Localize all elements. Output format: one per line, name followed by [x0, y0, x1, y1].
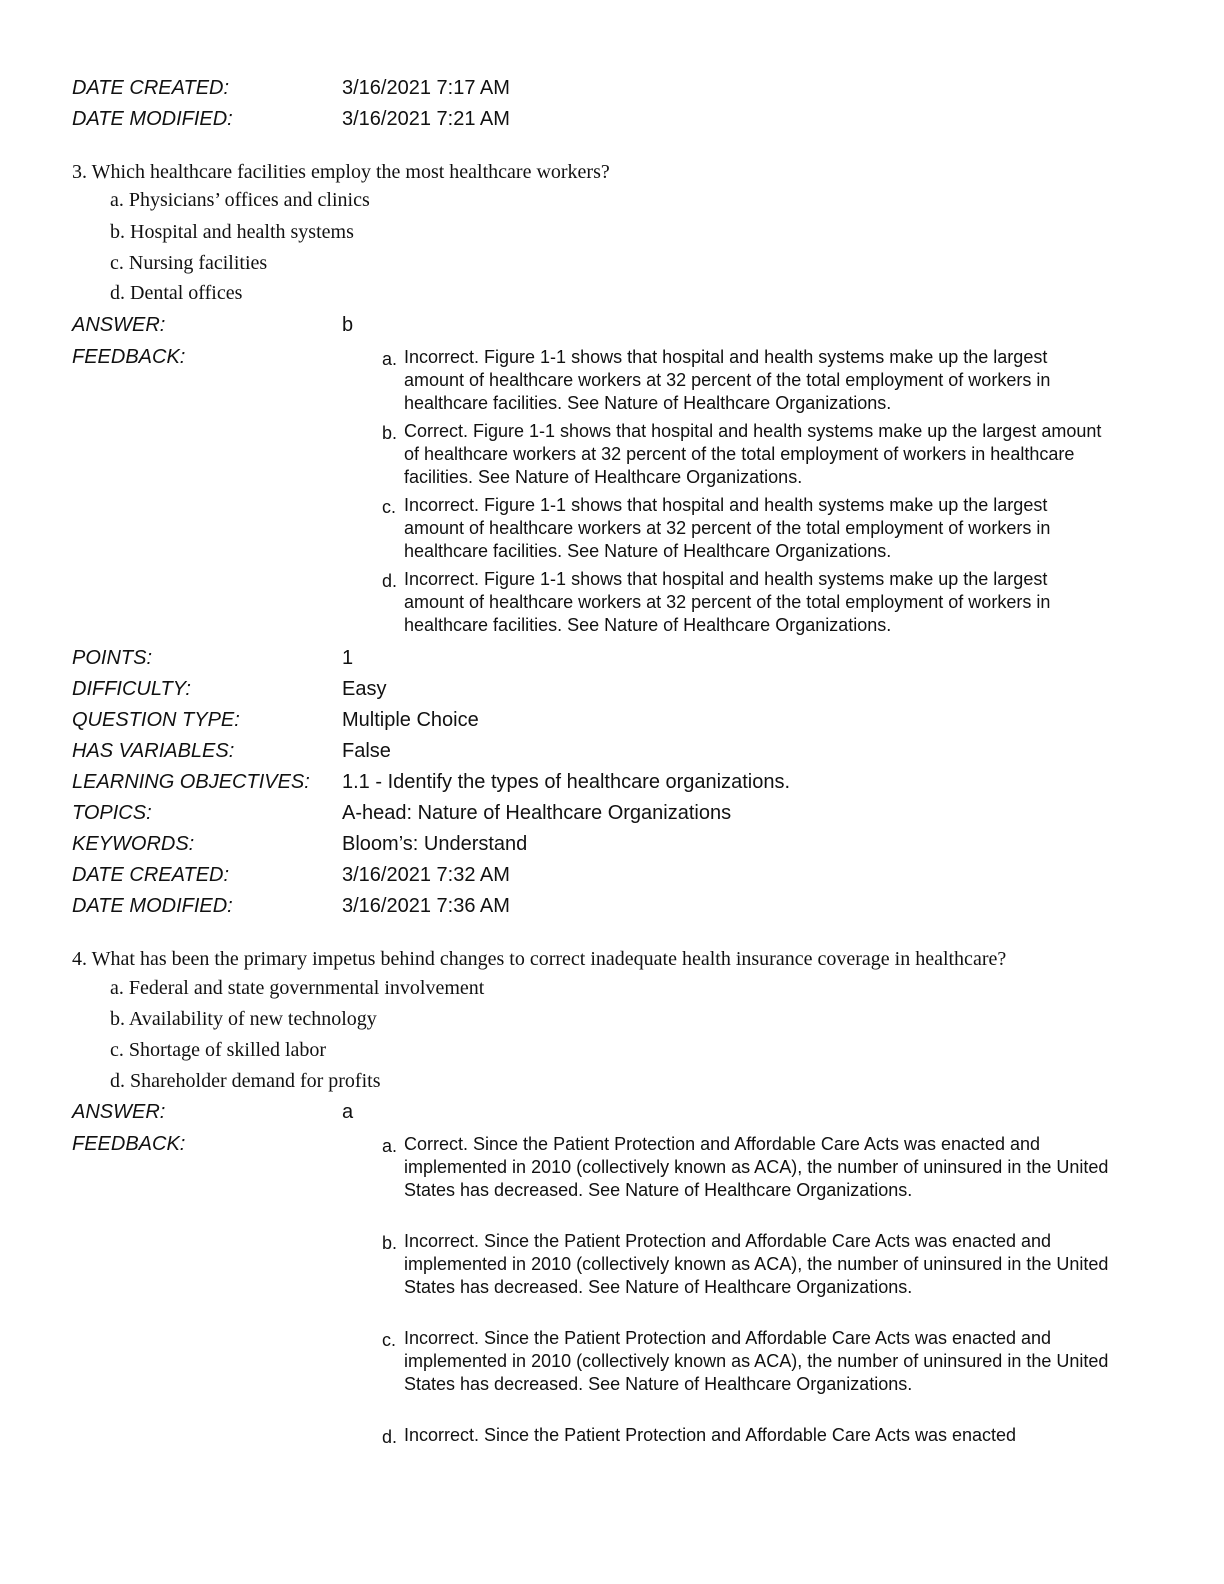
- feedback-letter: a.: [382, 349, 398, 369]
- question-3-option-c: c. Nursing facilities: [110, 252, 268, 274]
- question-4-feedback-label-row: [72, 1132, 342, 1156]
- meta-value: Bloom’s: Understand: [342, 833, 528, 855]
- meta-label: DATE MODIFIED:: [72, 895, 233, 917]
- question-3-feedback-label-row: [72, 345, 342, 369]
- meta-row-keywords: [72, 832, 527, 856]
- answer-label: ANSWER:: [72, 1101, 166, 1123]
- meta-value: 3/16/2021 7:36 AM: [342, 895, 510, 917]
- meta-row-date-created: [72, 863, 510, 887]
- feedback-letter: d.: [382, 1427, 398, 1447]
- meta-label: DIFFICULTY:: [72, 678, 191, 700]
- meta-label: HAS VARIABLES:: [72, 740, 235, 762]
- question-3-feedback-d: [382, 568, 1112, 637]
- feedback-text: Incorrect. Figure 1-1 shows that hospital and health systems make up the largest amount of healthcare workers at 32 percent of the total employment of workers in healthcare facilities. See Nature of Healthcare Organizations.: [404, 569, 1051, 635]
- feedback-label: FEEDBACK:: [72, 1133, 186, 1155]
- meta-value: 3/16/2021 7:32 AM: [342, 864, 510, 886]
- question-4-feedback-b: [382, 1230, 1112, 1299]
- feedback-letter: c.: [382, 1330, 397, 1350]
- meta-label: DATE CREATED:: [72, 77, 230, 99]
- question-3-feedback-a: [382, 346, 1112, 415]
- meta-label: QUESTION TYPE:: [72, 709, 240, 731]
- feedback-text: Incorrect. Since the Patient Protection and Affordable Care Acts was enacted and implemented in 2010 (collectively known as ACA), the number of uninsured in the United States has decreased. See Nature of Healthcare Organizations.: [404, 1328, 1109, 1394]
- question-4-option-d: d. Shareholder demand for profits: [110, 1070, 381, 1092]
- question-4-feedback-a: [382, 1133, 1112, 1202]
- meta-value: 1.1 - Identify the types of healthcare organizations.: [342, 771, 791, 793]
- meta-label: KEYWORDS:: [72, 833, 195, 855]
- feedback-text: Incorrect. Figure 1-1 shows that hospital and health systems make up the largest amount of healthcare workers at 32 percent of the total employment of workers in healthcare facilities. See Nature of Healthcare Organizations.: [404, 347, 1051, 413]
- question-3-feedback-b: [382, 420, 1112, 489]
- meta-value: 3/16/2021 7:17 AM: [342, 77, 510, 99]
- feedback-letter: d.: [382, 571, 398, 591]
- meta-value: Multiple Choice: [342, 709, 479, 731]
- question-4-feedback-c: [382, 1327, 1112, 1396]
- meta-row-learning-objectives: [72, 770, 790, 794]
- feedback-label: FEEDBACK:: [72, 346, 186, 368]
- answer-label: ANSWER:: [72, 314, 166, 336]
- meta-label: DATE CREATED:: [72, 864, 230, 886]
- meta-row-points: [72, 646, 353, 670]
- answer-value: a: [342, 1101, 354, 1123]
- feedback-text: Incorrect. Figure 1-1 shows that hospital and health systems make up the largest amount of healthcare workers at 32 percent of the total employment of workers in healthcare facilities. See Nature of Healthcare Organizations.: [404, 495, 1051, 561]
- feedback-text: Incorrect. Since the Patient Protection and Affordable Care Acts was enacted and implemented in 2010 (collectively known as ACA), the number of uninsured in the United States has decreased. See Nature of Healthcare Organizations.: [404, 1231, 1109, 1297]
- meta-label: TOPICS:: [72, 802, 152, 824]
- meta-value: 3/16/2021 7:21 AM: [342, 108, 510, 130]
- question-3-option-b: b. Hospital and health systems: [110, 221, 354, 243]
- question-4-text: 4. What has been the primary impetus behind changes to correct inadequate health insurance coverage in healthcare?: [72, 948, 1007, 970]
- question-4-option-c: c. Shortage of skilled labor: [110, 1039, 327, 1061]
- feedback-text: Correct. Since the Patient Protection and Affordable Care Acts was enacted and implemented in 2010 (collectively known as ACA), the number of uninsured in the United States has decreased. See Nature of Healthcare Organizations.: [404, 1134, 1109, 1200]
- question-4-option-b: b. Availability of new technology: [110, 1008, 377, 1030]
- meta-value: False: [342, 740, 391, 762]
- meta-label: POINTS:: [72, 647, 153, 669]
- question-3-answer-row: [72, 313, 353, 337]
- meta-row-date-modified: [72, 894, 510, 918]
- feedback-text: Correct. Figure 1-1 shows that hospital and health systems make up the largest amount of healthcare workers at 32 percent of the total employment of workers in healthcare facilities. See Nature of Healthcare Organizations.: [404, 421, 1102, 487]
- question-3-option-a: a. Physicians’ offices and clinics: [110, 189, 370, 211]
- question-4-option-a: a. Federal and state governmental involvement: [110, 977, 485, 999]
- meta-row-topics: [72, 801, 731, 825]
- meta-row-date-created: [72, 76, 510, 100]
- meta-row-date-modified: [72, 107, 510, 131]
- meta-row-has-variables: [72, 739, 391, 763]
- question-4-answer-row: [72, 1100, 353, 1124]
- question-3-feedback-c: [382, 494, 1112, 563]
- meta-value: 1: [342, 647, 354, 669]
- question-3-option-d: d. Dental offices: [110, 282, 243, 304]
- meta-row-difficulty: [72, 677, 386, 701]
- feedback-letter: b.: [382, 1233, 398, 1253]
- question-3-text: 3. Which healthcare facilities employ the most healthcare workers?: [72, 161, 610, 183]
- meta-label: LEARNING OBJECTIVES:: [72, 771, 310, 793]
- feedback-letter: a.: [382, 1136, 398, 1156]
- feedback-letter: c.: [382, 497, 397, 517]
- meta-label: DATE MODIFIED:: [72, 108, 233, 130]
- feedback-letter: b.: [382, 423, 398, 443]
- meta-row-question-type: [72, 708, 479, 732]
- meta-value: A-head: Nature of Healthcare Organizations: [342, 802, 732, 824]
- answer-value: b: [342, 314, 354, 336]
- meta-value: Easy: [342, 678, 387, 700]
- question-4-feedback-d: [382, 1424, 1112, 1447]
- feedback-text: Incorrect. Since the Patient Protection and Affordable Care Acts was enacted: [404, 1425, 1017, 1445]
